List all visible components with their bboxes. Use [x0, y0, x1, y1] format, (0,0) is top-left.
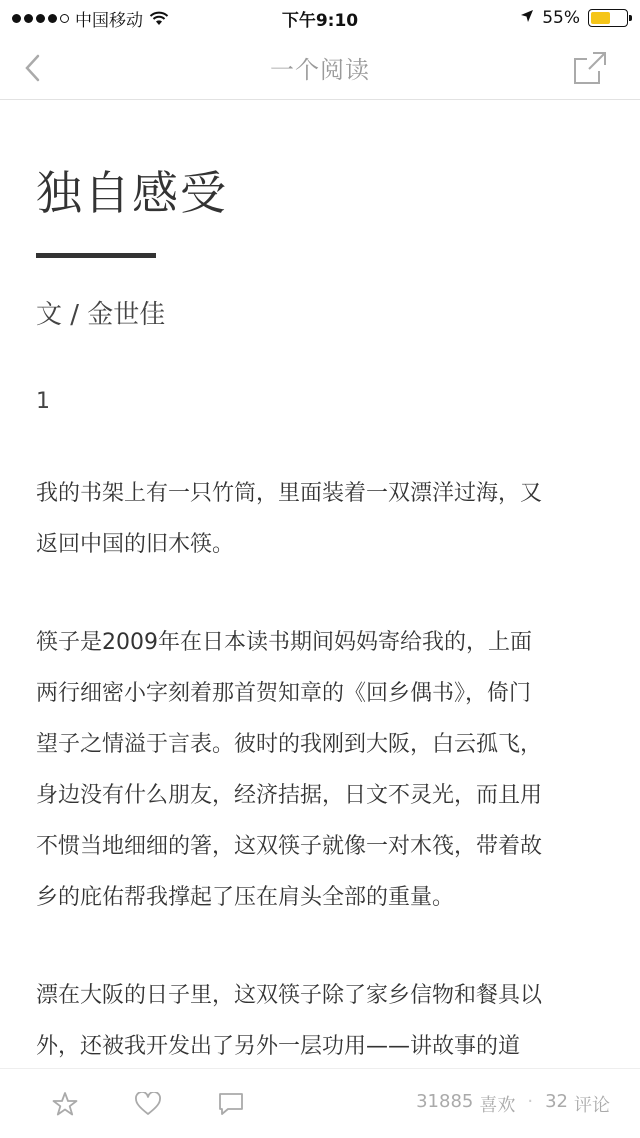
location-arrow-icon: [520, 8, 534, 28]
article-stats: [416, 1091, 610, 1117]
paragraph-line: 不惯当地细细的箸，这双筷子就像一对木筏，带着故: [36, 834, 543, 860]
section-number: 1: [36, 389, 50, 415]
favorite-button[interactable]: [50, 1089, 80, 1119]
status-right: [520, 8, 628, 28]
battery-fill: [591, 12, 610, 24]
paragraph-line: 漂在大阪的日子里，这双筷子除了家乡信物和餐具以: [36, 983, 543, 1009]
paragraph-3: [36, 970, 606, 1072]
bottom-toolbar: [0, 1068, 640, 1138]
paragraph-line: 返回中国的旧木筷。: [36, 532, 235, 558]
paragraph-line: 外，还被我开发出了另外一层功用——讲故事的道: [36, 1034, 521, 1060]
nav-title: 一个阅读: [270, 56, 370, 84]
comment-icon: [217, 1091, 245, 1117]
wifi-icon: [149, 11, 169, 26]
heart-icon: [134, 1092, 162, 1116]
paragraph-line: 乡的庇佑帮我撑起了压在肩头全部的重量。: [36, 885, 455, 911]
comments-count: 32: [545, 1091, 568, 1112]
battery-icon: [588, 9, 628, 27]
paragraph-line: 身边没有什么朋友，经济拮据，日文不灵光，而且用: [36, 783, 543, 809]
likes-count: 31885: [416, 1091, 474, 1112]
article-author: 文 / 金世佳: [36, 300, 166, 331]
carrier-label: 中国移动: [75, 10, 143, 31]
battery-percent: 55%: [542, 8, 580, 28]
paragraph-line: 筷子是2009年在日本读书期间妈妈寄给我的，上面: [36, 630, 532, 656]
share-button[interactable]: [570, 48, 610, 88]
title-divider: [36, 253, 156, 258]
article-content: [36, 100, 606, 1072]
paragraph-line: 两行细密小字刻着那首贺知章的《回乡偶书》，倚门: [36, 681, 532, 707]
signal-strength-icon: [12, 14, 69, 23]
status-left: [12, 6, 169, 31]
star-icon: [52, 1091, 78, 1117]
status-time: 下午9:10: [281, 10, 359, 31]
nav-bar: [0, 36, 640, 100]
chevron-left-icon: [24, 54, 40, 82]
paragraph-2: [36, 617, 606, 923]
paragraph-1: [36, 468, 606, 570]
stats-separator: ·: [527, 1091, 534, 1112]
article-title: 独自感受: [36, 166, 228, 220]
comments-label: 评论: [574, 1095, 610, 1116]
paragraph-line: 我的书架上有一只竹筒，里面装着一双漂洋过海，又: [36, 481, 543, 507]
likes-label: 喜欢: [479, 1095, 516, 1116]
share-icon: [573, 51, 607, 85]
status-bar: [0, 0, 640, 36]
paragraph-line: 望子之情溢于言表。彼时的我刚到大阪，白云孤飞，: [36, 732, 543, 758]
back-button[interactable]: [14, 50, 50, 86]
like-button[interactable]: [133, 1089, 163, 1119]
comment-button[interactable]: [216, 1089, 246, 1119]
